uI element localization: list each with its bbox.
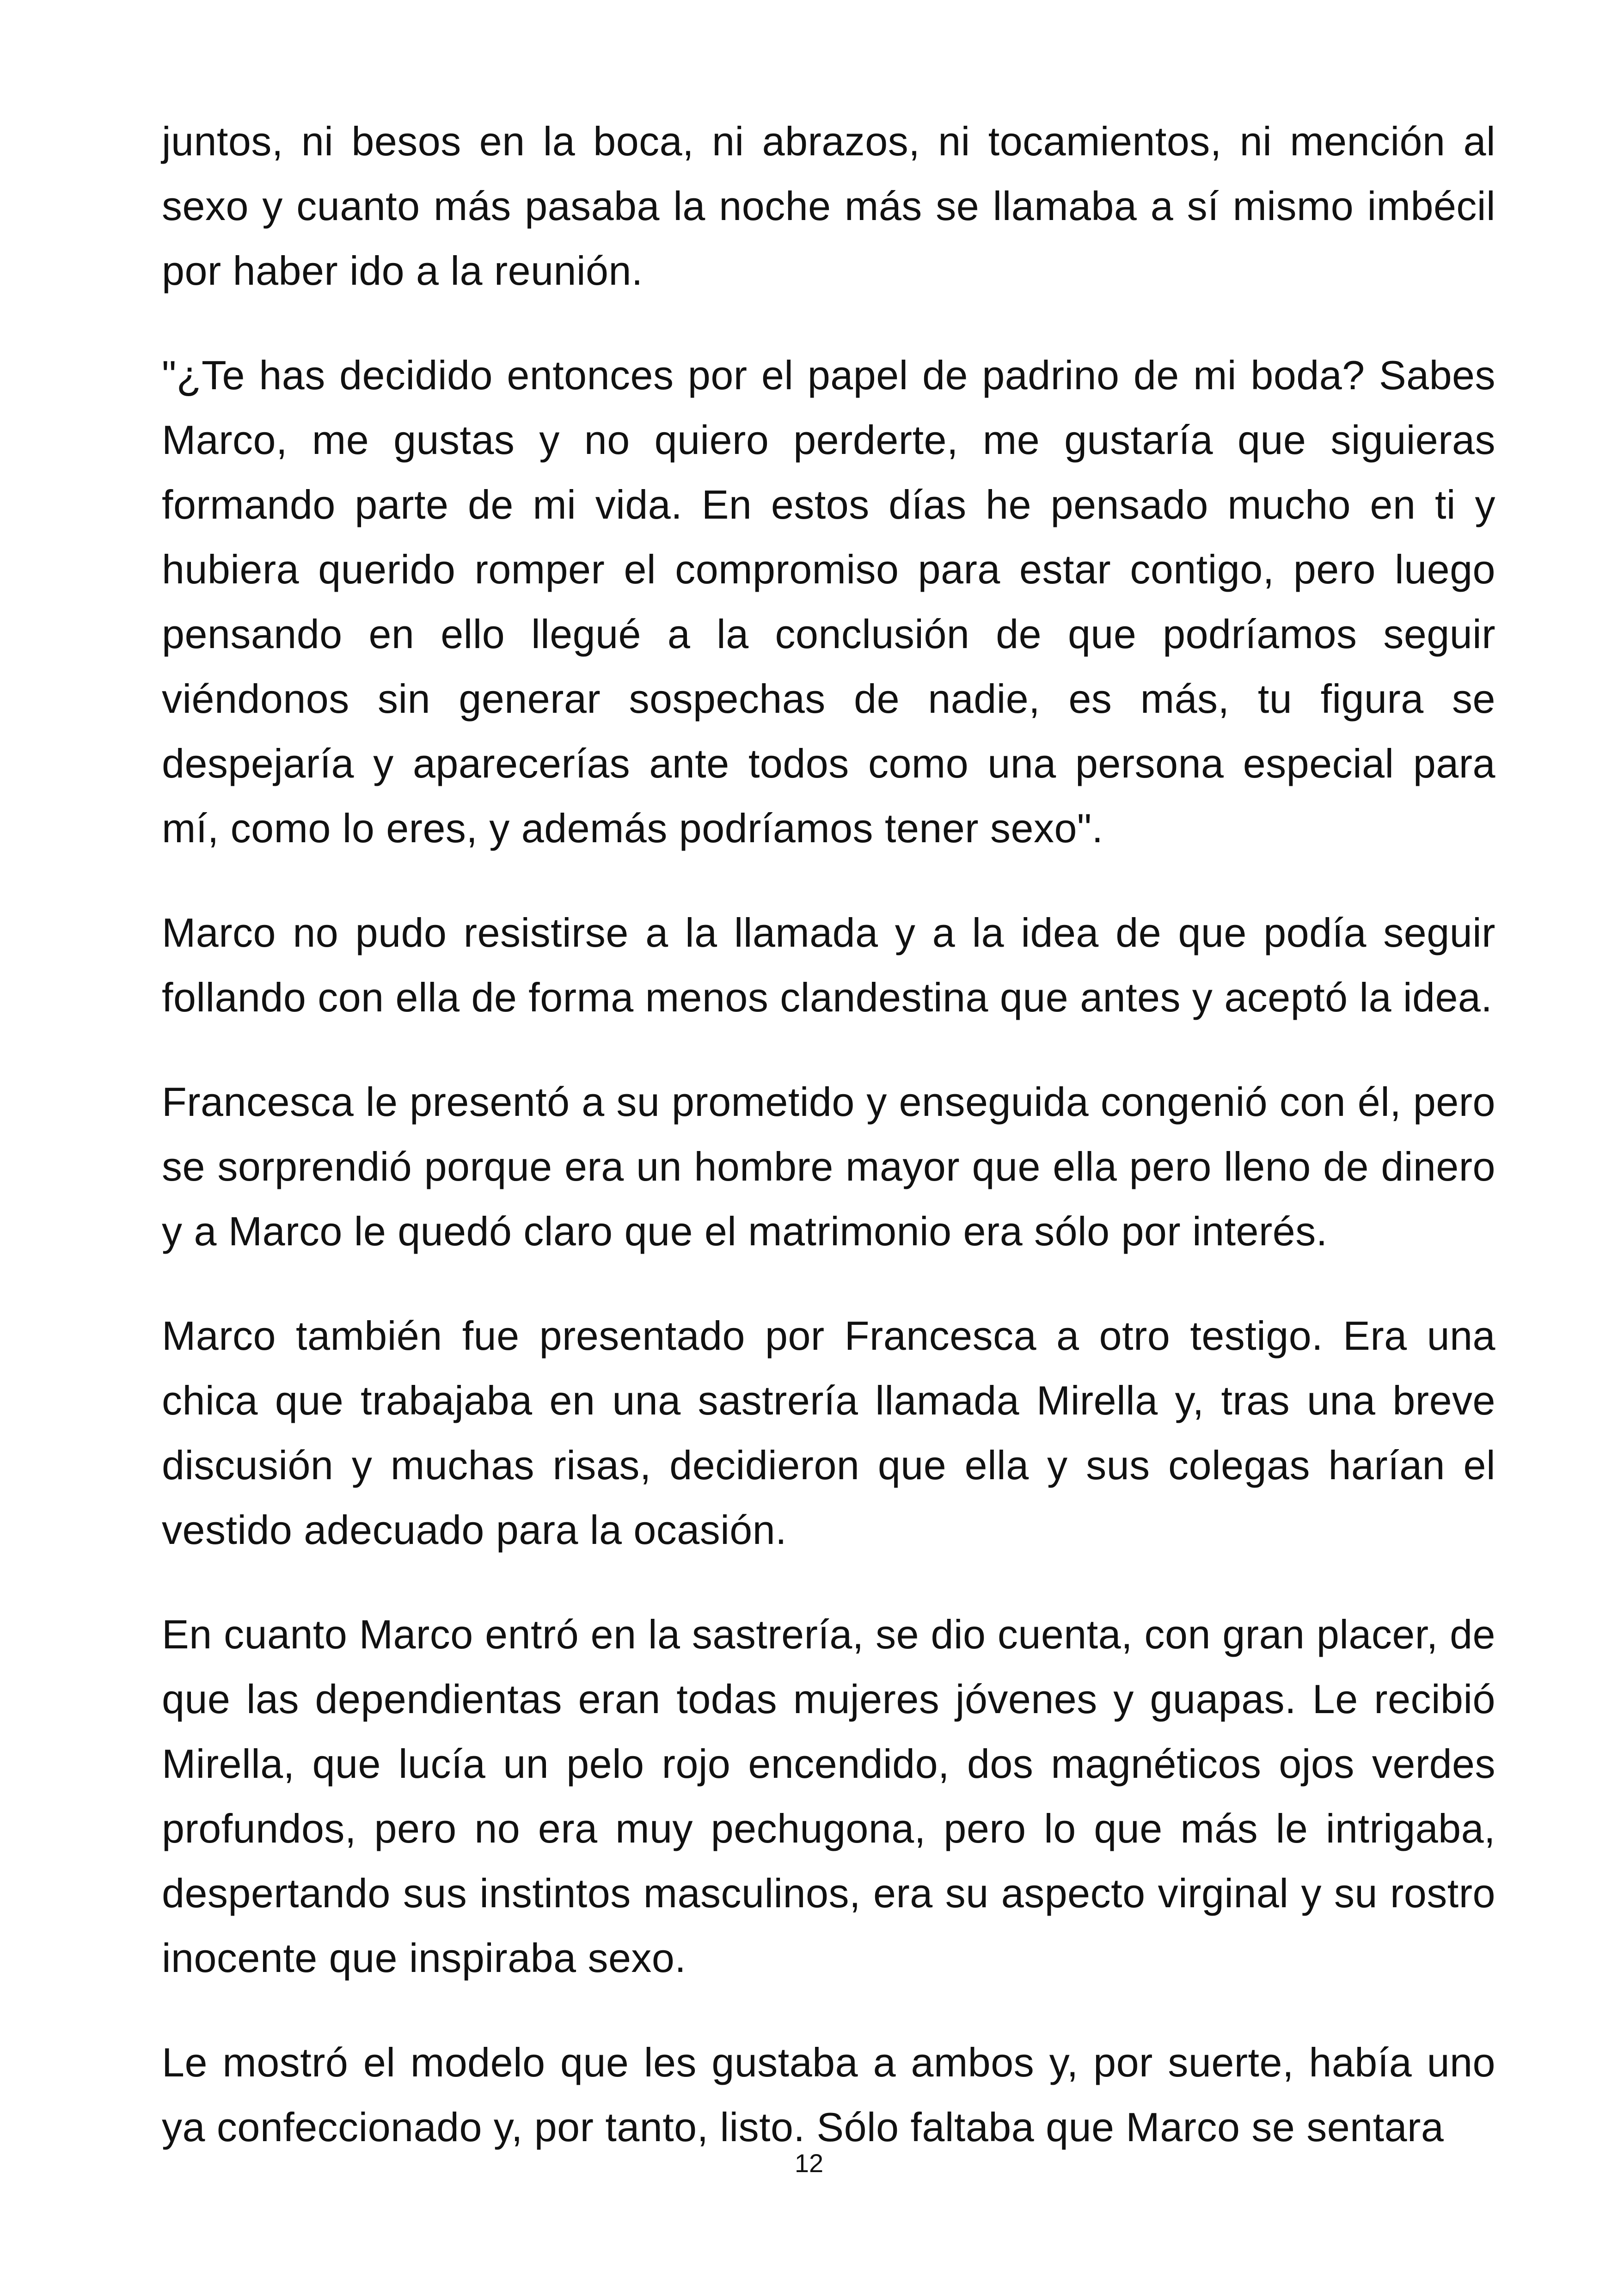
paragraph: En cuanto Marco entró en la sastrería, se dio cuenta, con gran placer, de que las dependientas eran todas mujeres jóvenes y guapas. Le recibió Mirella, que lucía un pelo rojo encendido, dos magnéticos ojos verdes profundos, pero no era muy pechugona, pero lo que más le intrigaba, despertando sus instintos masculinos, era su aspecto virginal y su rostro inocente que inspiraba sexo. <box>162 1611 1495 1981</box>
paragraph: Le mostró el modelo que les gustaba a ambos y, por suerte, había uno ya confeccionado y, por tanto, listo. Sólo faltaba que Marco se sentara <box>162 2039 1495 2150</box>
paragraph: Marco no pudo resistirse a la llamada y a la idea de que podía seguir follando con ella de forma menos clandestina que antes y aceptó la idea. <box>162 910 1495 1020</box>
paragraph: Marco también fue presentado por Francesca a otro testigo. Era una chica que trabajaba en una sastrería llamada Mirella y, tras una breve discusión y muchas risas, decidieron que ella y sus colegas harían el vestido adecuado para la ocasión. <box>162 1313 1495 1553</box>
page-body <box>162 109 1495 2199</box>
paragraph: "¿Te has decidido entonces por el papel de padrino de mi boda? Sabes Marco, me gustas y no quiero perderte, me gustaría que siguieras formando parte de mi vida. En estos días he pensado mucho en ti y hubiera querido romper el compromiso para estar contigo, pero luego pensando en ello llegué a la conclusión de que podríamos seguir viéndonos sin generar sospechas de nadie, es más, tu figura se despejaría y aparecerías ante todos como una persona especial para mí, como lo eres, y además podríamos tener sexo". <box>162 352 1495 851</box>
paragraph: juntos, ni besos en la boca, ni abrazos, ni tocamientos, ni mención al sexo y cuanto más pasaba la noche más se llamaba a sí mismo imbécil por haber ido a la reunión. <box>162 118 1495 294</box>
paragraph: Francesca le presentó a su prometido y enseguida congenió con él, pero se sorprendió porque era un hombre mayor que ella pero lleno de dinero y a Marco le quedó claro que el matrimonio era sólo por interés. <box>162 1079 1495 1254</box>
page-number: 12 <box>794 2149 824 2178</box>
